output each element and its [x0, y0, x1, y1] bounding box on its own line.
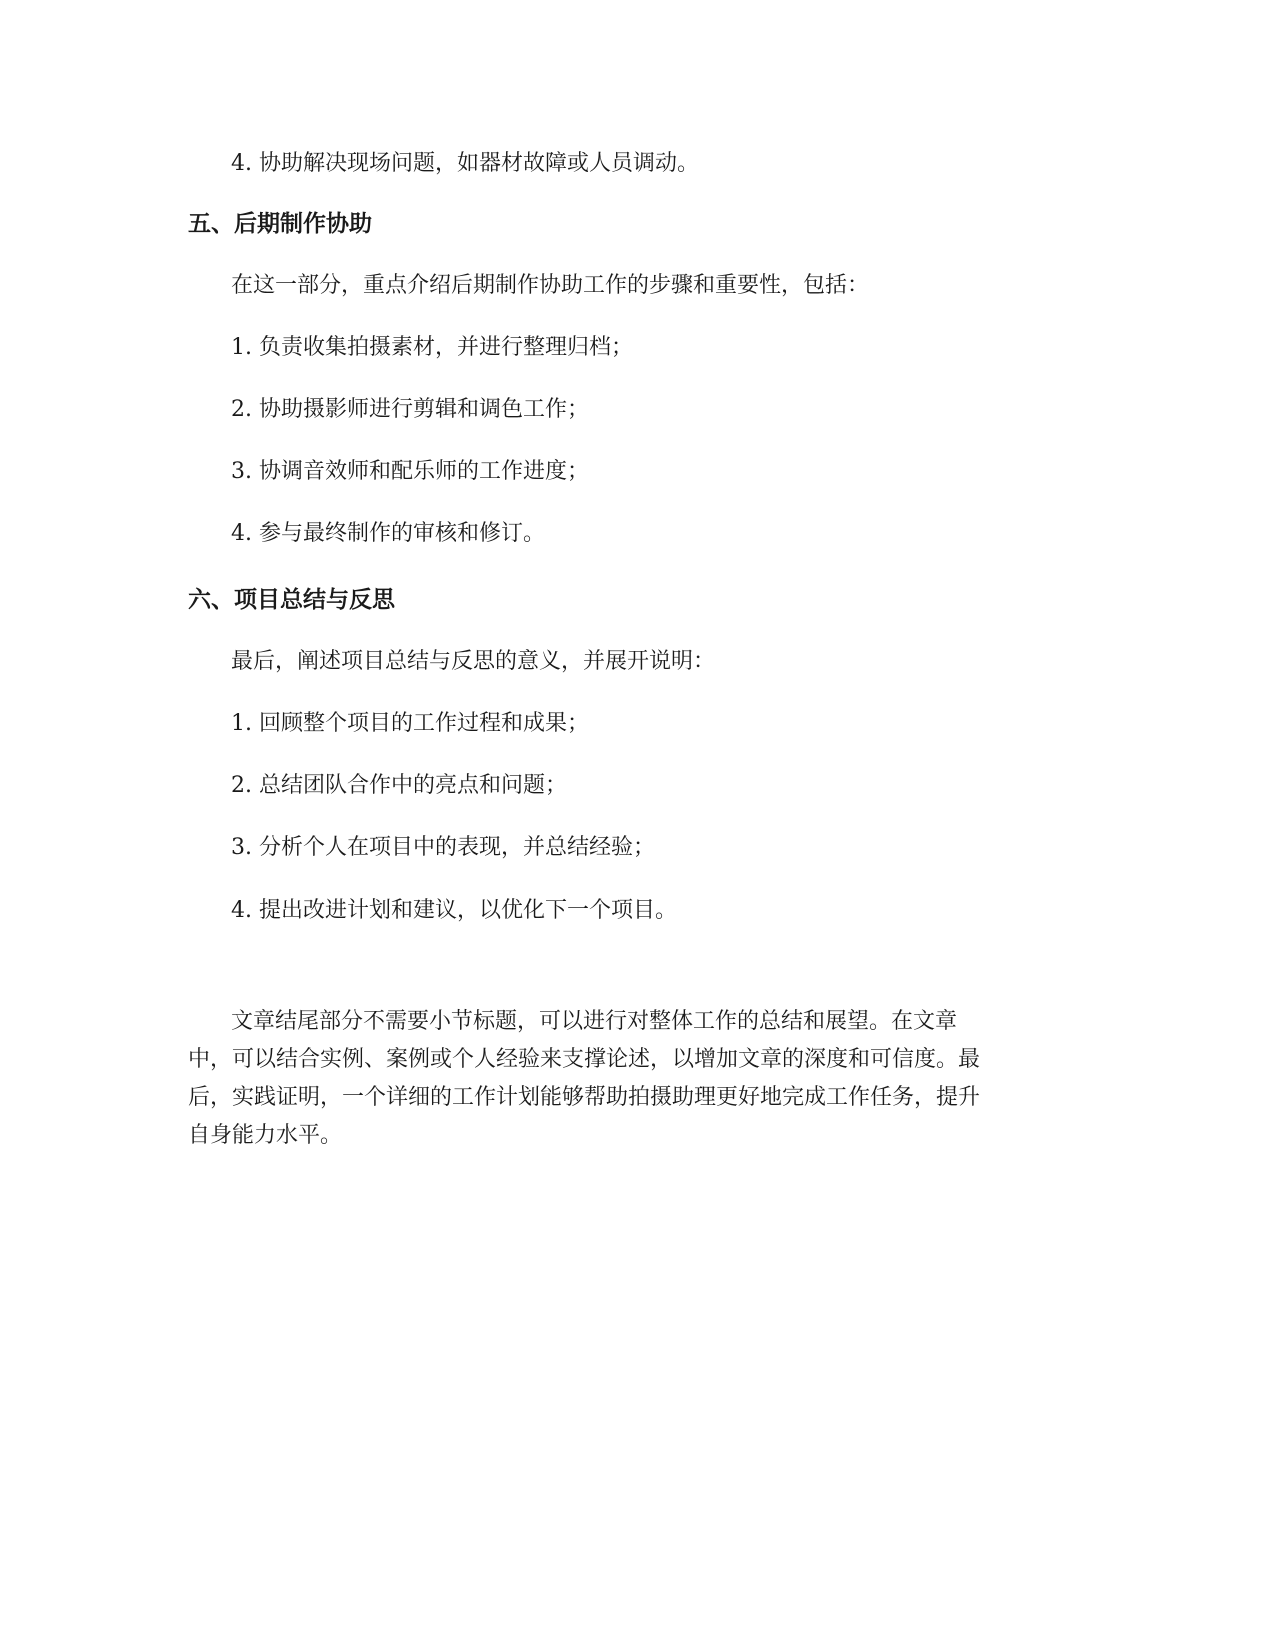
list-item: 3. 协调音效师和配乐师的工作进度；	[231, 459, 589, 484]
closing-line: 自身能力水平。	[188, 1123, 343, 1148]
list-item: 2. 总结团队合作中的亮点和问题；	[231, 773, 567, 798]
list-item: 1. 回顾整个项目的工作过程和成果；	[231, 711, 589, 736]
list-item: 4. 协助解决现场问题，如器材故障或人员调动。	[231, 151, 699, 176]
list-item: 4. 参与最终制作的审核和修订。	[231, 521, 545, 546]
list-item: 3. 分析个人在项目中的表现，并总结经验；	[231, 835, 655, 860]
closing-paragraph	[188, 1003, 1088, 1155]
closing-line: 后，实践证明，一个详细的工作计划能够帮助拍摄助理更好地完成工作任务，提升	[188, 1085, 981, 1110]
section-intro-5: 在这一部分，重点介绍后期制作协助工作的步骤和重要性，包括：	[231, 273, 870, 298]
section-intro-6: 最后，阐述项目总结与反思的意义，并展开说明：	[231, 649, 716, 674]
list-item: 1. 负责收集拍摄素材，并进行整理归档；	[231, 335, 633, 360]
section-heading-5: 五、后期制作协助	[188, 211, 372, 237]
list-item: 4. 提出改进计划和建议，以优化下一个项目。	[231, 898, 677, 923]
section-heading-6: 六、项目总结与反思	[188, 587, 395, 613]
closing-line: 文章结尾部分不需要小节标题，可以进行对整体工作的总结和展望。在文章	[231, 1009, 958, 1034]
list-item: 2. 协助摄影师进行剪辑和调色工作；	[231, 397, 589, 422]
closing-line: 中，可以结合实例、案例或个人经验来支撑论述，以增加文章的深度和可信度。最	[188, 1047, 981, 1072]
